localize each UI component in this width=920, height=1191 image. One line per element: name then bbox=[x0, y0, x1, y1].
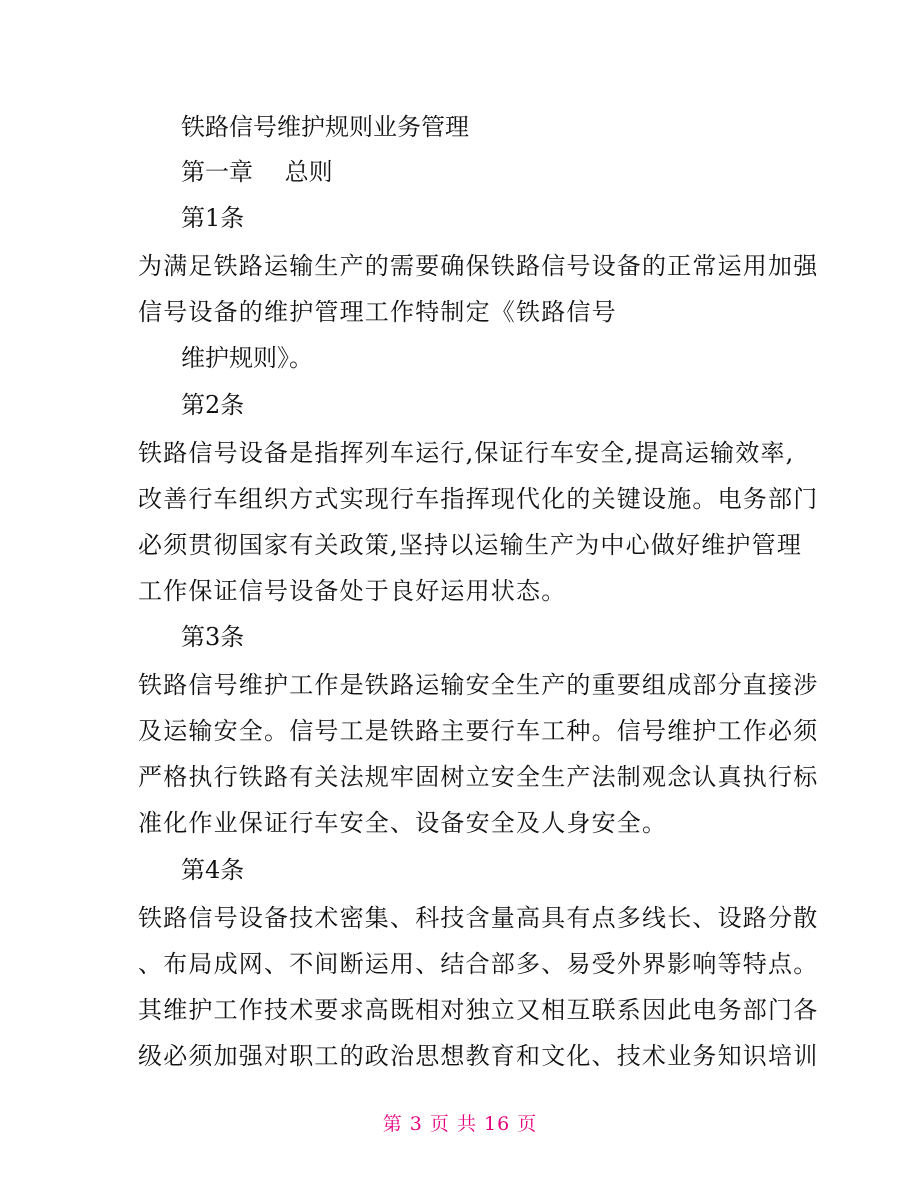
document-title: 铁路信号维护规则业务管理 bbox=[181, 113, 469, 141]
article-1-heading: 第1条 bbox=[181, 204, 245, 232]
article-1-line-1: 为满足铁路运输生产的需要确保铁路信号设备的正常运用加强 bbox=[138, 252, 819, 280]
article-2-line-1: 铁路信号设备是指挥列车运行,保证行车安全,提高运输效率, bbox=[138, 439, 795, 467]
article-4-line-4: 级必须加强对职工的政治思想教育和文化、技术业务知识培训 bbox=[138, 1042, 819, 1070]
article-2-line-2: 改善行车组织方式实现行车指挥现代化的关键设施。电务部门 bbox=[138, 485, 819, 513]
article-3-heading: 第3条 bbox=[181, 623, 245, 651]
article-4-line-2: 、布局成网、不间断运用、结合部多、易受外界影响等特点。 bbox=[138, 950, 819, 978]
article-2-line-4: 工作保证信号设备处于良好运用状态。 bbox=[138, 577, 567, 605]
article-4-line-1: 铁路信号设备技术密集、科技含量高具有点多线长、设路分散 bbox=[138, 904, 819, 932]
article-4-line-3: 其维护工作技术要求高既相对独立又相互联系因此电务部门各 bbox=[138, 996, 819, 1024]
article-1-line-2: 信号设备的维护管理工作特制定《铁路信号 bbox=[138, 298, 617, 326]
article-3-line-3: 严格执行铁路有关法规牢固树立安全生产法制观念认真执行标 bbox=[138, 763, 819, 791]
article-2-line-3: 必须贯彻国家有关政策,坚持以运输生产为中心做好维护管理 bbox=[138, 531, 803, 559]
article-3-line-4: 准化作业保证行车安全、设备安全及人身安全。 bbox=[138, 809, 668, 837]
article-4-heading: 第4条 bbox=[181, 856, 245, 884]
article-2-heading: 第2条 bbox=[181, 391, 245, 419]
article-3-line-1: 铁路信号维护工作是铁路运输安全生产的重要组成部分直接涉 bbox=[138, 671, 819, 699]
chapter-heading: 第一章 总则 bbox=[181, 158, 333, 186]
page-number-footer: 第 3 页 共 16 页 bbox=[382, 1113, 538, 1135]
article-3-line-2: 及运输安全。信号工是铁路主要行车工种。信号维护工作必须 bbox=[138, 717, 819, 745]
article-1-continuation: 维护规则》。 bbox=[181, 344, 313, 372]
